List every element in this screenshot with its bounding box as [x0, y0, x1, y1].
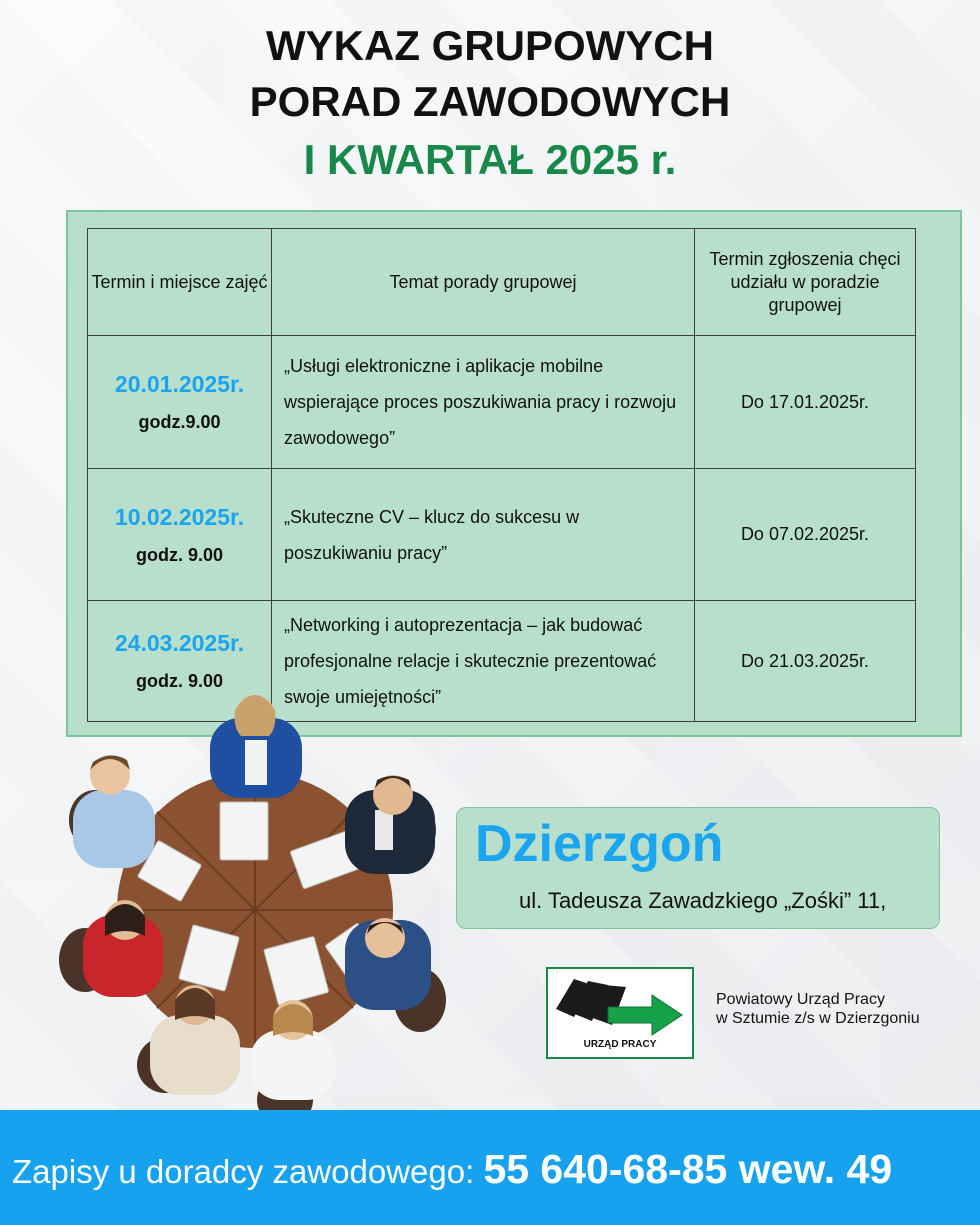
session-time: godz. 9.00	[135, 544, 224, 565]
session-date: 10.02.2025r.	[114, 503, 245, 530]
phone-number[interactable]: 55 640-68-85 wew. 49	[483, 1146, 893, 1192]
date-cell	[88, 336, 272, 469]
organization-name	[716, 990, 920, 1028]
signup-text	[12, 1146, 892, 1193]
session-date: 24.03.2025r.	[114, 630, 245, 656]
meeting-illustration	[55, 680, 455, 1140]
signup-label: Zapisy u doradcy zawodowego:	[12, 1153, 484, 1190]
table-row	[88, 469, 916, 601]
header-deadline: Termin zgłoszenia chęci udziału w poradzie grupowej	[695, 229, 916, 336]
location-street: ul. Tadeusza Zawadzkiego „Zośki” 11,	[519, 888, 887, 913]
title-line-1: WYKAZ GRUPOWYCH	[266, 22, 714, 69]
header-topic: Temat porady grupowej	[272, 229, 695, 336]
title-line-2: PORAD ZAWODOWYCH	[249, 78, 731, 125]
schedule-panel	[66, 210, 962, 737]
title-quarter: I KWARTAŁ 2025 r.	[303, 136, 677, 183]
session-time: godz.9.00	[138, 412, 221, 432]
date-cell	[88, 469, 272, 601]
signup-deadline: Do 17.01.2025r.	[695, 336, 916, 469]
session-topic: „Skuteczne CV – klucz do sukcesu w poszukiwaniu pracy”	[272, 469, 695, 601]
schedule-table	[87, 228, 916, 722]
table-header-row	[88, 229, 916, 336]
signup-deadline: Do 21.03.2025r.	[695, 601, 916, 722]
session-time: godz. 9.00	[135, 671, 224, 691]
header-date-place: Termin i miejsce zajęć	[88, 229, 272, 336]
signup-bar	[0, 1110, 980, 1225]
org-line-2: w Sztumie z/s w Dzierzgoniu	[716, 1010, 920, 1027]
logo-text: URZĄD PRACY	[583, 1039, 657, 1050]
table-row	[88, 336, 916, 469]
session-date: 20.01.2025r.	[114, 371, 245, 397]
location-box	[456, 807, 940, 929]
location-city: Dzierzgoń	[475, 815, 724, 873]
session-topic: „Usługi elektroniczne i aplikacje mobilne wspierające proces poszukiwania pracy i rozwoju zawodowego”	[272, 336, 695, 469]
logo-cards-arrow-icon	[548, 969, 692, 1039]
org-line-1: Powiatowy Urząd Pracy	[716, 991, 885, 1008]
session-topic: „Networking i autoprezentacja – jak budować profesjonalne relacje i skutecznie prezentować swoje umiejętności”	[272, 601, 695, 722]
signup-deadline: Do 07.02.2025r.	[695, 469, 916, 601]
urzad-pracy-logo	[546, 967, 694, 1059]
